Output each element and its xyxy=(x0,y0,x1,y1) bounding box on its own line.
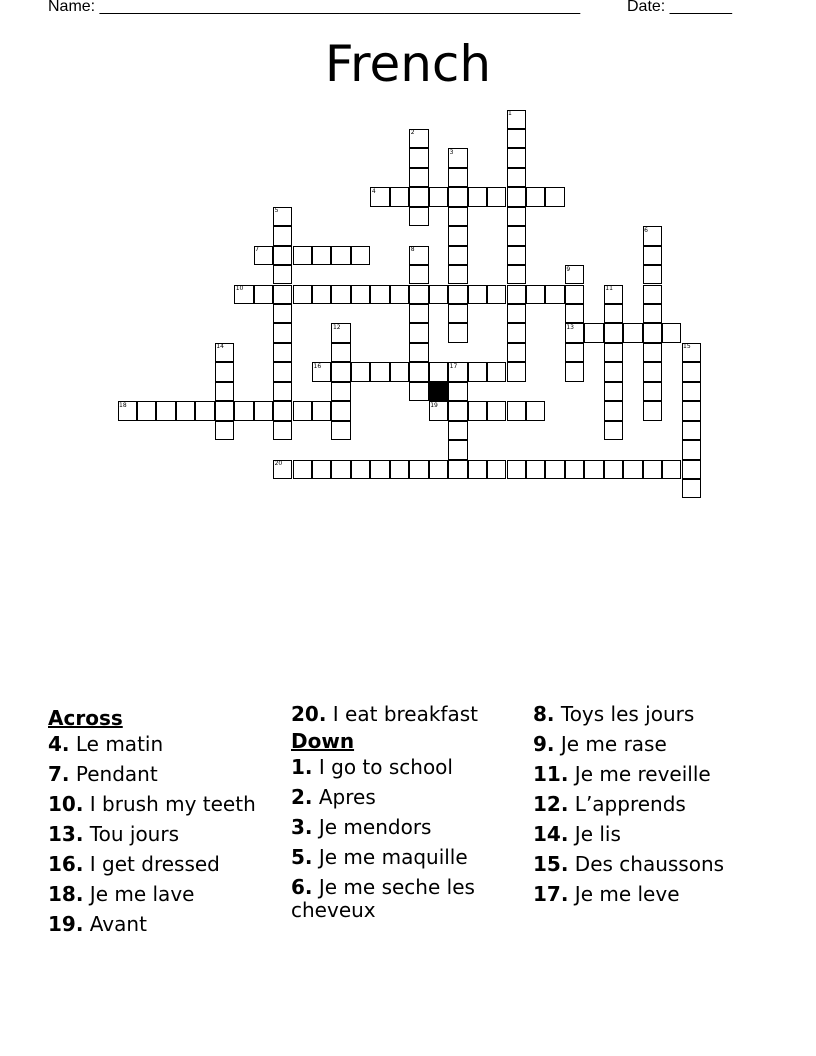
clue-down-5: 5. Je me maquille xyxy=(291,845,468,869)
clue-down-12: 12. L’apprends xyxy=(533,792,686,816)
grid-cell[interactable] xyxy=(351,362,370,381)
grid-cell[interactable] xyxy=(448,285,467,304)
across-heading: Across xyxy=(48,706,123,730)
grid-cell[interactable] xyxy=(331,343,350,362)
grid-cell[interactable] xyxy=(507,343,526,362)
grid-cell[interactable] xyxy=(682,401,701,420)
grid-cell[interactable] xyxy=(273,285,292,304)
grid-number-19: 19 xyxy=(430,401,438,409)
grid-cell[interactable] xyxy=(682,421,701,440)
grid-cell[interactable] xyxy=(468,187,487,206)
grid-cell[interactable] xyxy=(273,304,292,323)
down-heading: Down xyxy=(291,729,355,753)
grid-cell[interactable] xyxy=(487,401,506,420)
grid-cell[interactable] xyxy=(234,401,253,420)
grid-number-15: 15 xyxy=(683,343,691,351)
clue-across-4: 4. Le matin xyxy=(48,732,164,756)
grid-cell[interactable] xyxy=(643,343,662,362)
grid-cell[interactable] xyxy=(273,343,292,362)
grid-cell[interactable] xyxy=(448,207,467,226)
grid-cell[interactable] xyxy=(643,401,662,420)
grid-cell[interactable] xyxy=(409,460,428,479)
clue-down-14: 14. Je lis xyxy=(533,822,621,846)
grid-cell[interactable] xyxy=(507,304,526,323)
clues-column-1 xyxy=(48,703,288,943)
grid-cell[interactable] xyxy=(448,246,467,265)
clue-down-1: 1. I go to school xyxy=(291,755,453,779)
grid-cell[interactable] xyxy=(215,421,234,440)
grid-cell[interactable] xyxy=(331,246,350,265)
grid-cell[interactable] xyxy=(682,440,701,459)
grid-cell[interactable] xyxy=(682,460,701,479)
grid-cell[interactable] xyxy=(273,401,292,420)
grid-cell[interactable] xyxy=(604,460,623,479)
grid-number-18: 18 xyxy=(119,401,127,409)
grid-cell[interactable] xyxy=(293,401,312,420)
grid-cell[interactable] xyxy=(604,304,623,323)
grid-cell[interactable] xyxy=(448,265,467,284)
grid-number-4: 4 xyxy=(371,187,376,195)
grid-cell[interactable] xyxy=(293,246,312,265)
grid-cell[interactable] xyxy=(604,421,623,440)
grid-cell[interactable] xyxy=(468,285,487,304)
clue-across-20: 20. I eat breakfast xyxy=(291,702,478,726)
grid-cell[interactable] xyxy=(507,168,526,187)
grid-cell[interactable] xyxy=(137,401,156,420)
grid-cell[interactable] xyxy=(604,401,623,420)
clue-down-17: 17. Je me leve xyxy=(533,882,680,906)
grid-cell[interactable] xyxy=(448,304,467,323)
grid-cell[interactable] xyxy=(331,401,350,420)
grid-cell[interactable] xyxy=(565,285,584,304)
grid-number-3: 3 xyxy=(449,148,454,156)
grid-cell[interactable] xyxy=(526,460,545,479)
grid-number-2: 2 xyxy=(410,129,415,137)
grid-cell[interactable] xyxy=(507,148,526,167)
grid-cell[interactable] xyxy=(545,460,564,479)
grid-cell[interactable] xyxy=(604,343,623,362)
grid-cell[interactable] xyxy=(429,362,448,381)
grid-cell[interactable] xyxy=(409,187,428,206)
grid-cell[interactable] xyxy=(448,187,467,206)
grid-number-17: 17 xyxy=(449,362,458,370)
grid-cell[interactable] xyxy=(351,246,370,265)
grid-cell[interactable] xyxy=(565,343,584,362)
name-field-label: Name: ______________________________________________________ xyxy=(48,0,581,15)
clue-across-10: 10. I brush my teeth xyxy=(48,792,256,816)
grid-cell[interactable] xyxy=(176,401,195,420)
grid-cell[interactable] xyxy=(351,460,370,479)
grid-cell[interactable] xyxy=(507,226,526,245)
grid-cell[interactable] xyxy=(643,265,662,284)
grid-cell[interactable] xyxy=(507,187,526,206)
grid-cell[interactable] xyxy=(487,285,506,304)
grid-cell[interactable] xyxy=(604,362,623,381)
grid-cell[interactable] xyxy=(643,246,662,265)
grid-cell[interactable] xyxy=(215,401,234,420)
grid-cell[interactable] xyxy=(604,323,623,342)
grid-cell[interactable] xyxy=(312,401,331,420)
grid-number-11: 11 xyxy=(605,285,613,293)
grid-cell[interactable] xyxy=(448,440,467,459)
grid-cell[interactable] xyxy=(293,460,312,479)
grid-cell[interactable] xyxy=(351,285,370,304)
grid-cell[interactable] xyxy=(526,285,545,304)
grid-cell[interactable] xyxy=(390,460,409,479)
grid-cell[interactable] xyxy=(448,460,467,479)
grid-cell[interactable] xyxy=(487,460,506,479)
grid-number-7: 7 xyxy=(255,246,259,254)
grid-cell[interactable] xyxy=(565,362,584,381)
grid-number-6: 6 xyxy=(644,226,648,234)
clue-across-7: 7. Pendant xyxy=(48,762,158,786)
clues-column-3 xyxy=(533,703,773,913)
clue-across-19: 19. Avant xyxy=(48,912,147,936)
grid-cell[interactable] xyxy=(662,323,681,342)
grid-cell[interactable] xyxy=(448,401,467,420)
grid-cell[interactable] xyxy=(409,304,428,323)
grid-cell[interactable] xyxy=(409,265,428,284)
page-title: French xyxy=(324,35,492,93)
grid-number-10: 10 xyxy=(235,285,244,293)
grid-cell[interactable] xyxy=(565,304,584,323)
clues-column-2 xyxy=(291,703,531,929)
grid-cell[interactable] xyxy=(448,323,467,342)
grid-cell[interactable] xyxy=(507,129,526,148)
clue-down-3: 3. Je mendors xyxy=(291,815,432,839)
grid-cell[interactable] xyxy=(584,460,603,479)
grid-cell[interactable] xyxy=(448,421,467,440)
grid-number-13: 13 xyxy=(566,323,574,331)
grid-number-12: 12 xyxy=(332,323,341,331)
grid-cell[interactable] xyxy=(448,168,467,187)
grid-cell[interactable] xyxy=(448,226,467,245)
grid-cell[interactable] xyxy=(409,207,428,226)
clue-down-2: 2. Apres xyxy=(291,785,376,809)
crossword-grid xyxy=(0,0,816,520)
clue-down-8: 8. Toys les jours xyxy=(533,702,695,726)
grid-cell[interactable] xyxy=(526,187,545,206)
grid-cell[interactable] xyxy=(623,460,642,479)
grid-cell[interactable] xyxy=(643,323,662,342)
grid-cell[interactable] xyxy=(331,362,350,381)
clue-down-15: 15. Des chaussons xyxy=(533,852,725,876)
grid-cell[interactable] xyxy=(682,362,701,381)
grid-cell[interactable] xyxy=(370,362,389,381)
grid-cell[interactable] xyxy=(390,187,409,206)
grid-cell[interactable] xyxy=(643,304,662,323)
grid-cell[interactable] xyxy=(623,323,642,342)
grid-cell[interactable] xyxy=(273,421,292,440)
grid-cell[interactable] xyxy=(565,460,584,479)
grid-cell[interactable] xyxy=(390,362,409,381)
grid-cell[interactable] xyxy=(273,226,292,245)
grid-cell[interactable] xyxy=(545,187,564,206)
grid-cell[interactable] xyxy=(409,382,428,401)
grid-cell[interactable] xyxy=(429,187,448,206)
grid-cell[interactable] xyxy=(545,285,564,304)
grid-cell[interactable] xyxy=(312,246,331,265)
grid-cell[interactable] xyxy=(507,460,526,479)
clue-across-13: 13. Tou jours xyxy=(48,822,179,846)
grid-cell[interactable] xyxy=(507,265,526,284)
grid-cell[interactable] xyxy=(370,285,389,304)
grid-number-1: 1 xyxy=(508,110,512,117)
grid-cell[interactable] xyxy=(331,285,350,304)
grid-cell[interactable] xyxy=(370,460,389,479)
grid-cell[interactable] xyxy=(293,285,312,304)
grid-cell[interactable] xyxy=(331,460,350,479)
black-square xyxy=(429,382,448,401)
clue-down-9: 9. Je me rase xyxy=(533,732,667,756)
grid-cell[interactable] xyxy=(507,362,526,381)
grid-cell[interactable] xyxy=(507,401,526,420)
clue-down-6: 6. Je me seche les cheveux xyxy=(291,875,475,922)
grid-cell[interactable] xyxy=(662,460,681,479)
grid-number-5: 5 xyxy=(274,207,279,215)
grid-cell[interactable] xyxy=(526,401,545,420)
grid-cell[interactable] xyxy=(429,285,448,304)
grid-cell[interactable] xyxy=(643,285,662,304)
grid-cell[interactable] xyxy=(254,401,273,420)
grid-cell[interactable] xyxy=(468,460,487,479)
grid-cell[interactable] xyxy=(273,323,292,342)
grid-cell[interactable] xyxy=(215,362,234,381)
grid-number-14: 14 xyxy=(216,343,224,351)
grid-cell[interactable] xyxy=(409,168,428,187)
grid-cell[interactable] xyxy=(215,382,234,401)
grid-cell[interactable] xyxy=(156,401,175,420)
grid-cell[interactable] xyxy=(507,285,526,304)
grid-cell[interactable] xyxy=(584,323,603,342)
grid-cell[interactable] xyxy=(273,265,292,284)
grid-cell[interactable] xyxy=(643,382,662,401)
grid-cell[interactable] xyxy=(409,323,428,342)
grid-cell[interactable] xyxy=(682,479,701,498)
grid-cell[interactable] xyxy=(468,362,487,381)
grid-cell[interactable] xyxy=(312,285,331,304)
grid-cell[interactable] xyxy=(448,382,467,401)
grid-number-8: 8 xyxy=(410,246,415,254)
grid-cell[interactable] xyxy=(254,285,273,304)
grid-cell[interactable] xyxy=(331,421,350,440)
grid-number-9: 9 xyxy=(566,265,571,273)
grid-cell[interactable] xyxy=(390,285,409,304)
clue-down-11: 11. Je me reveille xyxy=(533,762,711,786)
clue-across-16: 16. I get dressed xyxy=(48,852,220,876)
grid-number-20: 20 xyxy=(274,460,283,468)
grid-cell[interactable] xyxy=(273,246,292,265)
grid-cell[interactable] xyxy=(604,382,623,401)
grid-cell[interactable] xyxy=(468,401,487,420)
grid-cell[interactable] xyxy=(409,148,428,167)
grid-cell[interactable] xyxy=(312,460,331,479)
grid-cell[interactable] xyxy=(429,460,448,479)
grid-cell[interactable] xyxy=(409,362,428,381)
grid-cell[interactable] xyxy=(487,362,506,381)
grid-cell[interactable] xyxy=(507,246,526,265)
grid-number-16: 16 xyxy=(313,362,322,370)
grid-cell[interactable] xyxy=(643,362,662,381)
grid-cell[interactable] xyxy=(409,343,428,362)
grid-cell[interactable] xyxy=(409,285,428,304)
grid-cell[interactable] xyxy=(507,323,526,342)
grid-cell[interactable] xyxy=(331,382,350,401)
grid-cell[interactable] xyxy=(273,362,292,381)
date-field-label: Date: _______ xyxy=(627,0,732,15)
clue-across-18: 18. Je me lave xyxy=(48,882,195,906)
grid-cell[interactable] xyxy=(195,401,214,420)
grid-cell[interactable] xyxy=(682,382,701,401)
grid-cell[interactable] xyxy=(507,207,526,226)
grid-cell[interactable] xyxy=(487,187,506,206)
grid-cell[interactable] xyxy=(643,460,662,479)
grid-cell[interactable] xyxy=(273,382,292,401)
